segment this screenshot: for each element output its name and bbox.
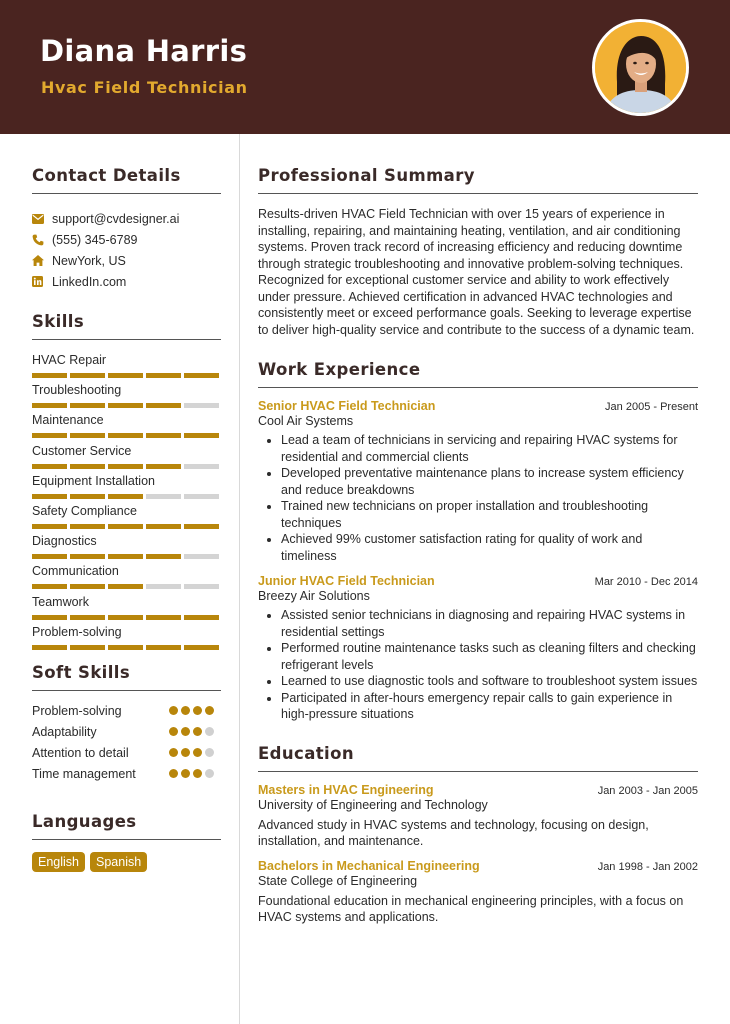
skill-level-segment bbox=[184, 615, 219, 620]
skill-level-segment bbox=[184, 584, 219, 589]
skill-level-segment bbox=[108, 464, 143, 469]
skill-item bbox=[32, 412, 221, 442]
left-column bbox=[32, 134, 221, 872]
skill-level-segment bbox=[184, 494, 219, 499]
linkedin-icon bbox=[32, 276, 52, 287]
rating-dot bbox=[205, 706, 214, 715]
education-section bbox=[258, 744, 698, 926]
skill-level-segment bbox=[70, 645, 105, 650]
skill-label: Teamwork bbox=[32, 594, 89, 609]
soft-skills-section bbox=[32, 663, 221, 787]
skill-level-bar bbox=[32, 584, 221, 589]
skills-title: Skills bbox=[32, 312, 221, 340]
skill-label: Diagnostics bbox=[32, 534, 97, 549]
skill-item bbox=[32, 533, 221, 563]
job-entry bbox=[258, 399, 698, 564]
soft-skill-item bbox=[32, 703, 221, 724]
job-bullets bbox=[258, 432, 698, 564]
rating-dot bbox=[193, 769, 202, 778]
skill-level-segment bbox=[146, 554, 181, 559]
skill-level-segment bbox=[146, 615, 181, 620]
skill-level-bar bbox=[32, 403, 221, 408]
soft-skill-label: Problem-solving bbox=[32, 703, 122, 718]
skill-level-bar bbox=[32, 433, 221, 438]
rating-dot bbox=[169, 769, 178, 778]
skill-item bbox=[32, 352, 221, 382]
skill-level-segment bbox=[184, 645, 219, 650]
phone-icon bbox=[32, 234, 52, 246]
column-divider bbox=[239, 134, 240, 1024]
skill-level-segment bbox=[108, 615, 143, 620]
candidate-name: Diana Harris bbox=[40, 34, 248, 68]
rating-dot bbox=[205, 769, 214, 778]
job-company: Breezy Air Solutions bbox=[258, 589, 370, 603]
rating-dot bbox=[205, 748, 214, 757]
contact-list bbox=[32, 208, 221, 292]
skill-level-bar bbox=[32, 464, 221, 469]
summary-text: Results-driven HVAC Field Technician with over 15 years of experience in installing, repairing, and maintaining heating, ventilation, and air conditioning systems. Proven track record of increasing efficiency and reducing downtime through strategic troubleshooting and innovative problem-solving techniques. Recognized for exceptional customer service and ability to work effectively under pressure. Achieved certification in advanced HVAC technologies and consistently meet or exceed performance goals. Seeking to leverage expertise to deliver high-quality service and contribute to the success of a dynamic team. bbox=[258, 207, 695, 337]
rating-dot bbox=[205, 727, 214, 736]
skill-item bbox=[32, 563, 221, 593]
list-item: • Learned to use diagnostic tools and software to troubleshoot system issues bbox=[281, 673, 698, 690]
contact-phone[interactable] bbox=[32, 229, 221, 250]
skill-level-segment bbox=[108, 524, 143, 529]
list-item: • Assisted senior technicians in diagnosing and repairing HVAC systems in residential settings bbox=[281, 607, 698, 640]
contact-section bbox=[32, 166, 221, 292]
skill-level-segment bbox=[146, 524, 181, 529]
skill-level-segment bbox=[146, 464, 181, 469]
skill-label: Equipment Installation bbox=[32, 473, 155, 488]
job-title: Junior HVAC Field Technician bbox=[258, 574, 435, 588]
work-section bbox=[258, 360, 698, 723]
skill-label: Problem-solving bbox=[32, 624, 122, 639]
language-badge: Spanish bbox=[90, 852, 147, 872]
skill-level-segment bbox=[184, 433, 219, 438]
job-bullets bbox=[258, 607, 698, 723]
education-entry bbox=[258, 783, 698, 850]
contact-linkedin[interactable] bbox=[32, 271, 221, 292]
rating-dot bbox=[193, 727, 202, 736]
skill-level-segment bbox=[32, 554, 67, 559]
school-name: University of Engineering and Technology bbox=[258, 797, 488, 812]
list-item: • Lead a team of technicians in servicing and repairing HVAC systems for residential and commercial clients bbox=[281, 432, 698, 465]
list-item: • Participated in after-hours emergency repair calls to gain experience in high-pressure situations bbox=[281, 690, 698, 723]
skill-level-segment bbox=[108, 494, 143, 499]
rating-dot bbox=[193, 706, 202, 715]
rating-dot bbox=[193, 748, 202, 757]
rating-dot bbox=[169, 706, 178, 715]
skills-list bbox=[32, 352, 221, 654]
resume-header bbox=[0, 0, 730, 134]
skill-level-segment bbox=[70, 373, 105, 378]
list-item: • Trained new technicians on proper installation and troubleshooting techniques bbox=[281, 498, 698, 531]
skill-level-segment bbox=[184, 403, 219, 408]
skill-level-segment bbox=[70, 403, 105, 408]
education-title: Education bbox=[258, 744, 698, 772]
degree-date: Jan 1998 - Jan 2002 bbox=[597, 860, 698, 873]
skill-level-bar bbox=[32, 615, 221, 620]
skill-level-segment bbox=[146, 403, 181, 408]
skill-level-segment bbox=[108, 403, 143, 408]
skill-level-bar bbox=[32, 373, 221, 378]
skill-level-segment bbox=[32, 615, 67, 620]
skill-label: Maintenance bbox=[32, 413, 104, 428]
skill-level-segment bbox=[184, 373, 219, 378]
skill-level-segment bbox=[108, 373, 143, 378]
skill-level-segment bbox=[32, 645, 67, 650]
skill-level-segment bbox=[108, 584, 143, 589]
avatar bbox=[592, 19, 689, 116]
contact-linkedin-text: LinkedIn.com bbox=[52, 274, 127, 289]
skill-level-segment bbox=[70, 524, 105, 529]
contact-title: Contact Details bbox=[32, 166, 221, 194]
skill-item bbox=[32, 473, 221, 503]
soft-skill-rating bbox=[169, 724, 221, 736]
skill-item bbox=[32, 503, 221, 533]
skill-level-segment bbox=[146, 584, 181, 589]
job-title: Senior HVAC Field Technician bbox=[258, 399, 436, 413]
skill-level-segment bbox=[32, 494, 67, 499]
skill-level-segment bbox=[32, 373, 67, 378]
skill-level-bar bbox=[32, 524, 221, 529]
skill-level-segment bbox=[108, 433, 143, 438]
skill-level-segment bbox=[32, 524, 67, 529]
skill-level-segment bbox=[146, 373, 181, 378]
degree-description: Advanced study in HVAC systems and technology, focusing on design, installation, and maintenance. bbox=[258, 817, 649, 848]
languages-section bbox=[32, 812, 221, 872]
soft-skill-label: Attention to detail bbox=[32, 745, 129, 760]
profile-photo-illustration bbox=[595, 22, 686, 113]
skill-level-segment bbox=[108, 645, 143, 650]
list-item: • Developed preventative maintenance plans to increase system efficiency and reduce breakdowns bbox=[281, 465, 698, 498]
skill-level-segment bbox=[108, 554, 143, 559]
skill-item bbox=[32, 443, 221, 473]
skill-item bbox=[32, 594, 221, 624]
education-entry bbox=[258, 859, 698, 926]
languages-list bbox=[32, 852, 221, 872]
skill-level-segment bbox=[184, 554, 219, 559]
soft-skills-title: Soft Skills bbox=[32, 663, 221, 691]
soft-skill-label: Adaptability bbox=[32, 724, 97, 739]
skill-level-segment bbox=[70, 433, 105, 438]
job-company: Cool Air Systems bbox=[258, 414, 354, 428]
skill-level-segment bbox=[32, 584, 67, 589]
soft-skill-item bbox=[32, 745, 221, 766]
rating-dot bbox=[169, 727, 178, 736]
summary-section bbox=[258, 166, 698, 338]
rating-dot bbox=[181, 748, 190, 757]
rating-dot bbox=[181, 706, 190, 715]
skill-label: HVAC Repair bbox=[32, 353, 107, 367]
soft-skill-label: Time management bbox=[32, 766, 136, 781]
skill-level-segment bbox=[70, 554, 105, 559]
degree-description: Foundational education in mechanical engineering principles, with a focus on HVAC systems and applications. bbox=[258, 893, 684, 924]
skill-level-bar bbox=[32, 645, 221, 650]
rating-dot bbox=[181, 769, 190, 778]
candidate-role: Hvac Field Technician bbox=[41, 78, 248, 97]
skill-label: Safety Compliance bbox=[32, 503, 137, 518]
skill-level-segment bbox=[70, 615, 105, 620]
home-icon bbox=[32, 255, 52, 266]
soft-skill-rating bbox=[169, 703, 221, 715]
mail-icon bbox=[32, 214, 52, 224]
language-badge: English bbox=[32, 852, 85, 872]
right-column bbox=[258, 134, 698, 926]
soft-skill-item bbox=[32, 766, 221, 787]
list-item: • Performed routine maintenance tasks such as cleaning filters and checking refrigerant levels bbox=[281, 640, 698, 673]
skill-level-segment bbox=[184, 464, 219, 469]
skill-label: Customer Service bbox=[32, 443, 132, 458]
list-item: • Achieved 99% customer satisfaction rating for quality of work and timeliness bbox=[281, 531, 698, 564]
skill-level-bar bbox=[32, 494, 221, 499]
soft-skill-rating bbox=[169, 766, 221, 778]
skill-level-bar bbox=[32, 554, 221, 559]
degree-date: Jan 2003 - Jan 2005 bbox=[597, 784, 698, 797]
summary-title: Professional Summary bbox=[258, 166, 698, 194]
soft-skill-rating bbox=[169, 745, 221, 757]
skill-label: Troubleshooting bbox=[32, 383, 122, 398]
job-date: Jan 2005 - Present bbox=[605, 401, 698, 413]
profile-photo bbox=[595, 22, 686, 113]
skill-level-segment bbox=[32, 433, 67, 438]
skill-level-segment bbox=[70, 584, 105, 589]
soft-skill-item bbox=[32, 724, 221, 745]
contact-email-text: support@cvdesigner.ai bbox=[52, 211, 180, 226]
school-name: State College of Engineering bbox=[258, 873, 418, 888]
degree-title: Masters in HVAC Engineering bbox=[258, 782, 434, 797]
contact-phone-text: (555) 345-6789 bbox=[52, 232, 138, 247]
job-entry bbox=[258, 574, 698, 723]
skills-section bbox=[32, 312, 221, 654]
work-title: Work Experience bbox=[258, 360, 698, 388]
skill-level-segment bbox=[146, 433, 181, 438]
skill-level-segment bbox=[184, 524, 219, 529]
skill-level-segment bbox=[70, 494, 105, 499]
skill-item bbox=[32, 624, 221, 654]
contact-location-text: NewYork, US bbox=[52, 253, 126, 268]
skill-item bbox=[32, 382, 221, 412]
contact-email[interactable] bbox=[32, 208, 221, 229]
skill-level-segment bbox=[146, 645, 181, 650]
rating-dot bbox=[181, 727, 190, 736]
contact-location bbox=[32, 250, 221, 271]
skill-label: Communication bbox=[32, 564, 119, 579]
skill-level-segment bbox=[146, 494, 181, 499]
skill-level-segment bbox=[70, 464, 105, 469]
rating-dot bbox=[169, 748, 178, 757]
skill-level-segment bbox=[32, 403, 67, 408]
languages-title: Languages bbox=[32, 812, 221, 840]
skill-level-segment bbox=[32, 464, 67, 469]
soft-skills-list bbox=[32, 703, 221, 787]
degree-title: Bachelors in Mechanical Engineering bbox=[258, 858, 480, 873]
job-date: Mar 2010 - Dec 2014 bbox=[594, 576, 698, 588]
